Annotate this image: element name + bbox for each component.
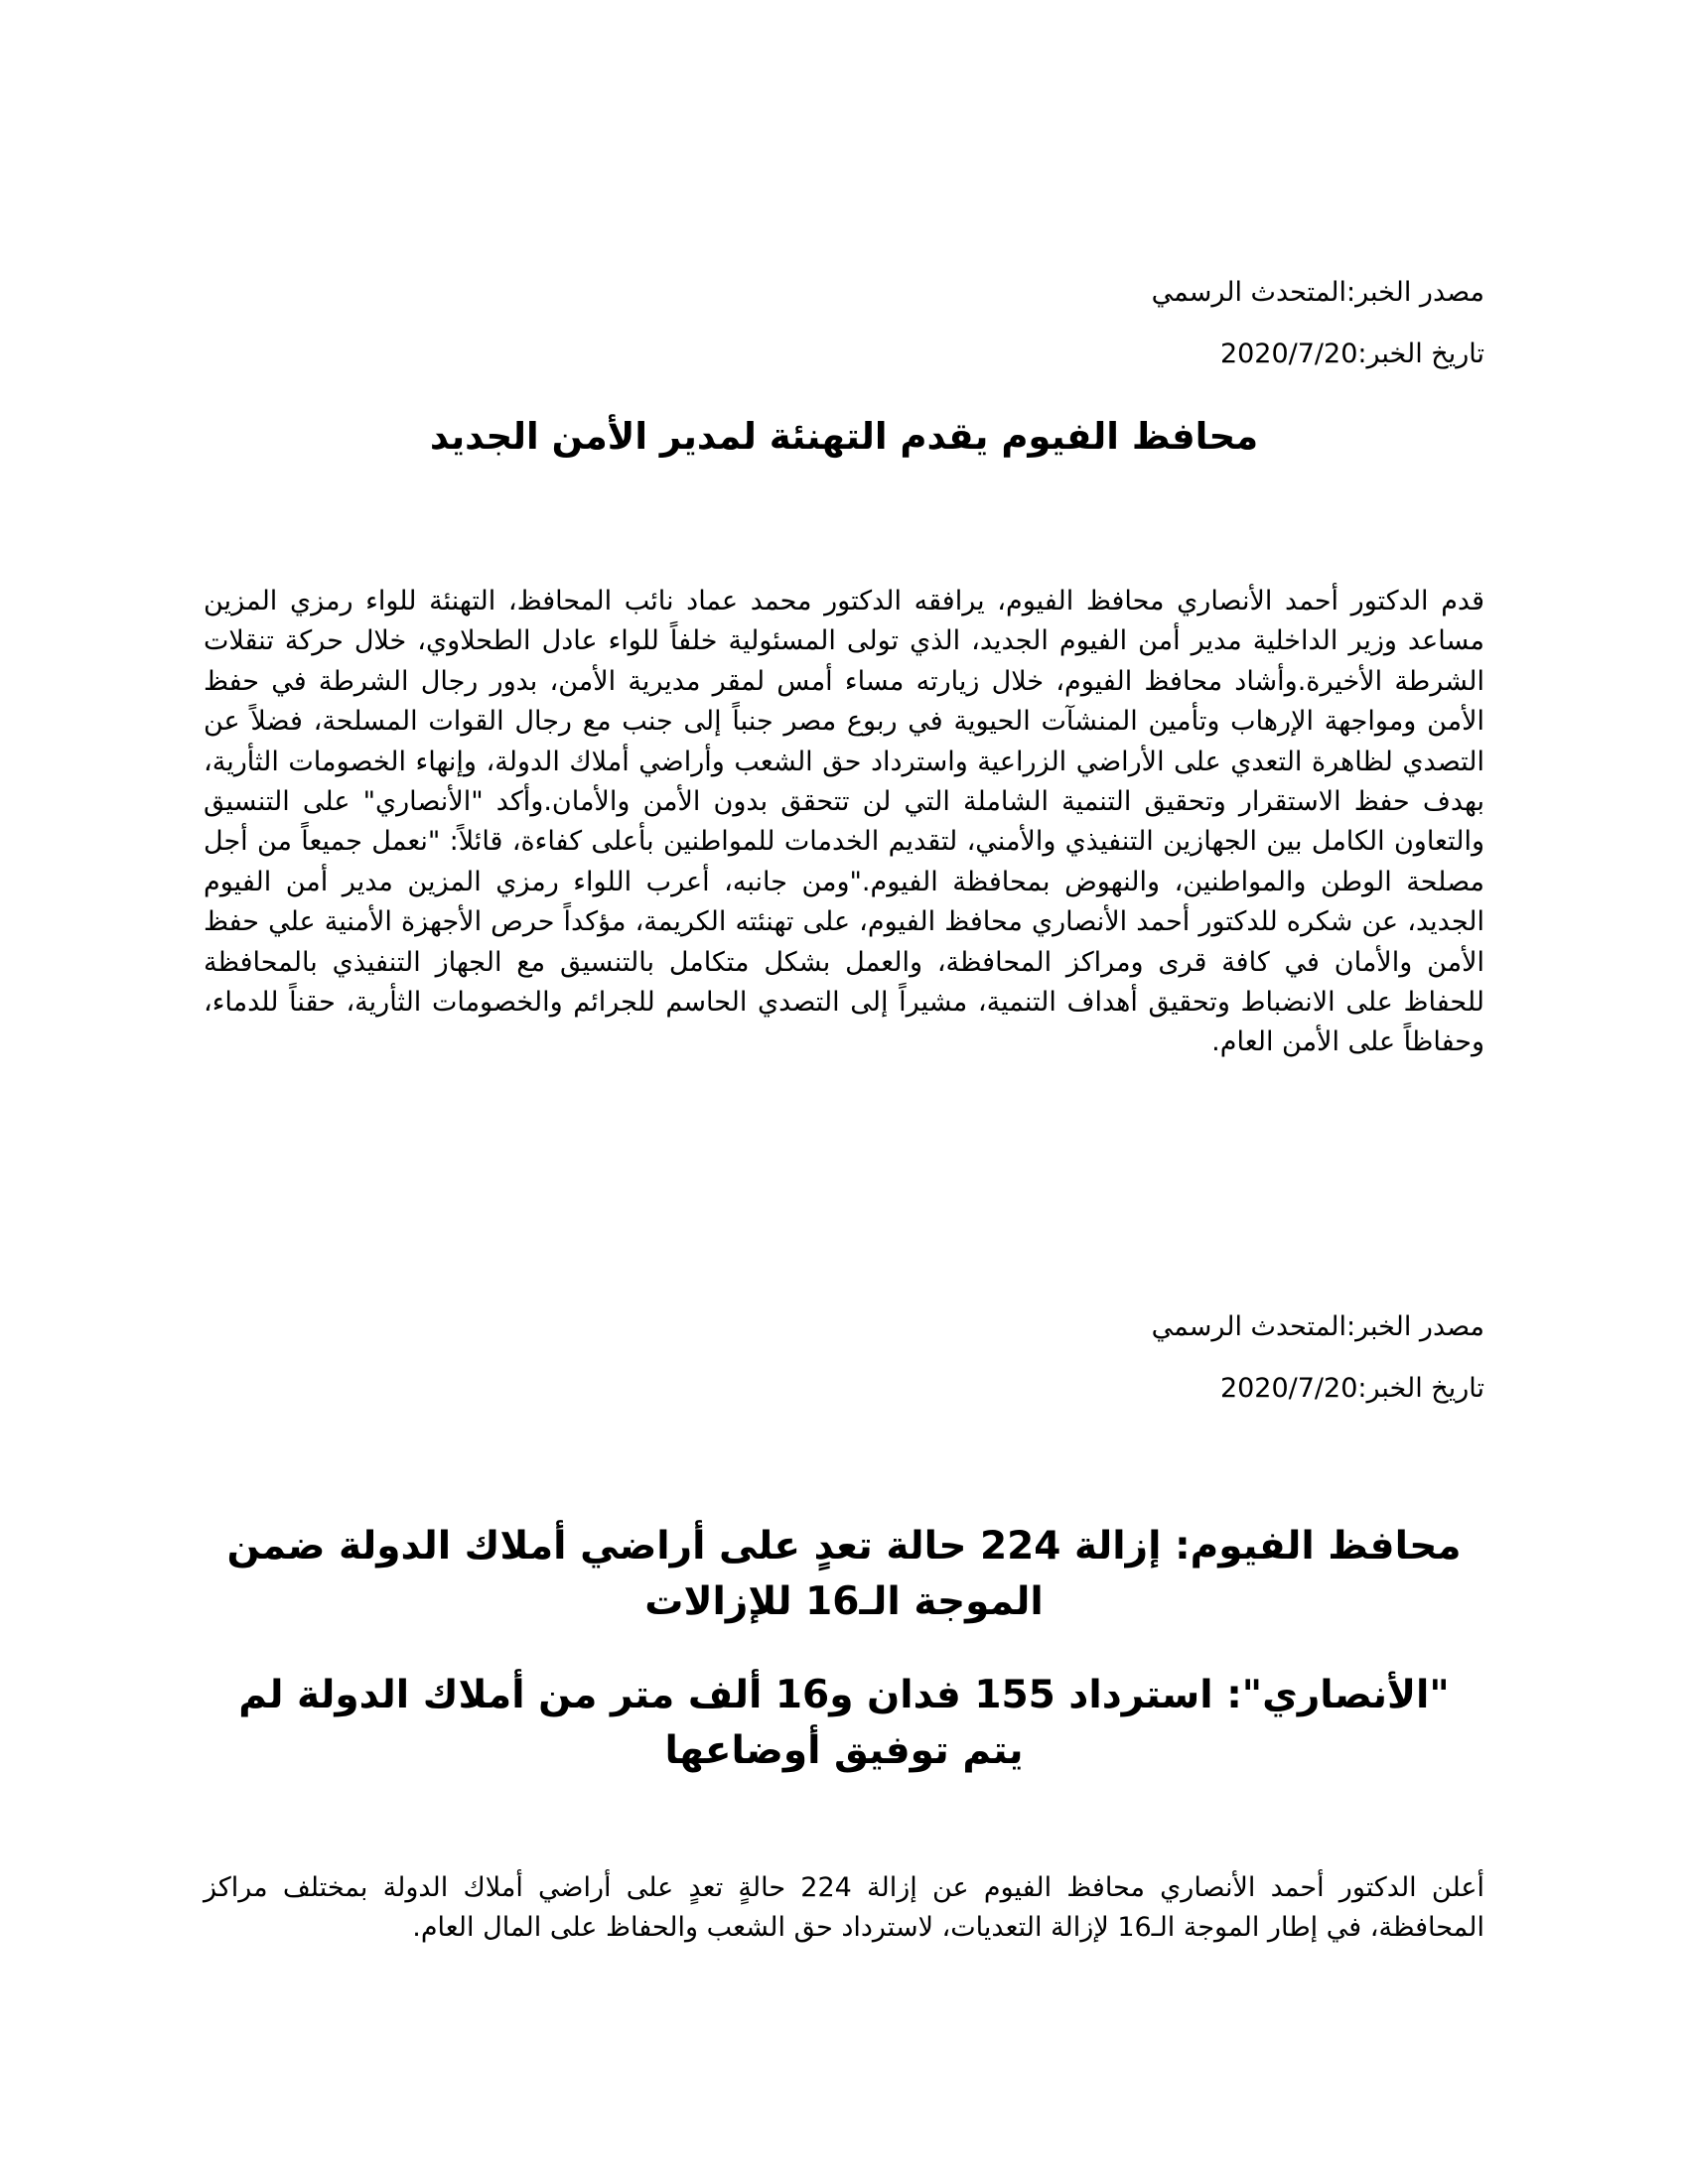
- news-source-line: مصدر الخبر:المتحدث الرسمي: [1151, 277, 1484, 308]
- article-title: محافظ الفيوم يقدم التهنئة لمدير الأمن الجديد: [429, 415, 1259, 458]
- article-body-2: أعلن الدكتور أحمد الأنصاري محافظ الفيوم عن إزالة 224 حالةٍ تعدٍ على أراضي أملاك الدولة بمختلف مراكز المحافظة، في إطار الموجة الـ16 لإزالة التعديات، لاسترداد حق الشعب والحفاظ على المال العام.: [204, 1872, 1484, 1944]
- article-subtitle-2: "الأنصاري": استرداد 155 فدان و16 ألف متر من أملاك الدولة لم يتم توفيق أوضاعها: [238, 1673, 1450, 1773]
- article-title-2: محافظ الفيوم: إزالة 224 حالة تعدٍ على أراضي أملاك الدولة ضمن الموجة الـ16 للإزالات: [226, 1524, 1462, 1624]
- article-body: قدم الدكتور أحمد الأنصاري محافظ الفيوم، يرافقه الدكتور محمد عماد نائب المحافظ، التهنئة للواء رمزي المزين مساعد وزير الداخلية مدير أمن الفيوم الجديد، الذي تولى المسئولية خلفاً للواء عادل الطحلاوي، خلال حركة تنقلات الشرطة الأخيرة.وأشاد محافظ الفيوم، خلال زيارته مساء أمس لمقر مديرية الأمن، بدور رجال الشرطة في حفظ الأمن ومواجهة الإرهاب وتأمين المنشآت الحيوية في ربوع مصر جنباً إلى جنب مع رجال القوات المسلحة، فضلاً عن التصدي لظاهرة التعدي على الأراضي الزراعية واسترداد حق الشعب وأراضي أملاك الدولة، وإنهاء الخصومات الثأرية، بهدف حفظ الاستقرار وتحقيق التنمية الشاملة التي لن تتحقق بدون الأمن والأمان.وأكد "الأنصاري" على التنسيق والتعاون الكامل بين الجهازين التنفيذي والأمني، لتقديم الخدمات للمواطنين بأعلى كفاءة، قائلاً: "نعمل جميعاً من أجل مصلحة الوطن والمواطنين، والنهوض بمحافظة الفيوم."ومن جانبه، أعرب اللواء رمزي المزين مدير أمن الفيوم الجديد، عن شكره للدكتور أحمد الأنصاري محافظ الفيوم، على تهنئته الكريمة، مؤكداً حرص الأجهزة الأمنية علي حفظ الأمن والأمان في كافة قرى ومراكز المحافظة، والعمل بشكل متكامل بالتنسيق مع الجهاز التنفيذي بالمحافظة للحفاظ على الانضباط وتحقيق أهداف التنمية، مشيراً إلى التصدي الحاسم للجرائم والخصومات الثأرية، حقناً للدماء، وحفاظاً على الأمن العام.: [204, 586, 1484, 1058]
- news-date-line: تاريخ الخبر:2020/7/20: [1219, 339, 1484, 369]
- news-date-line-2: تاريخ الخبر:2020/7/20: [1219, 1373, 1484, 1404]
- news-source-line-2: مصدر الخبر:المتحدث الرسمي: [1151, 1311, 1484, 1342]
